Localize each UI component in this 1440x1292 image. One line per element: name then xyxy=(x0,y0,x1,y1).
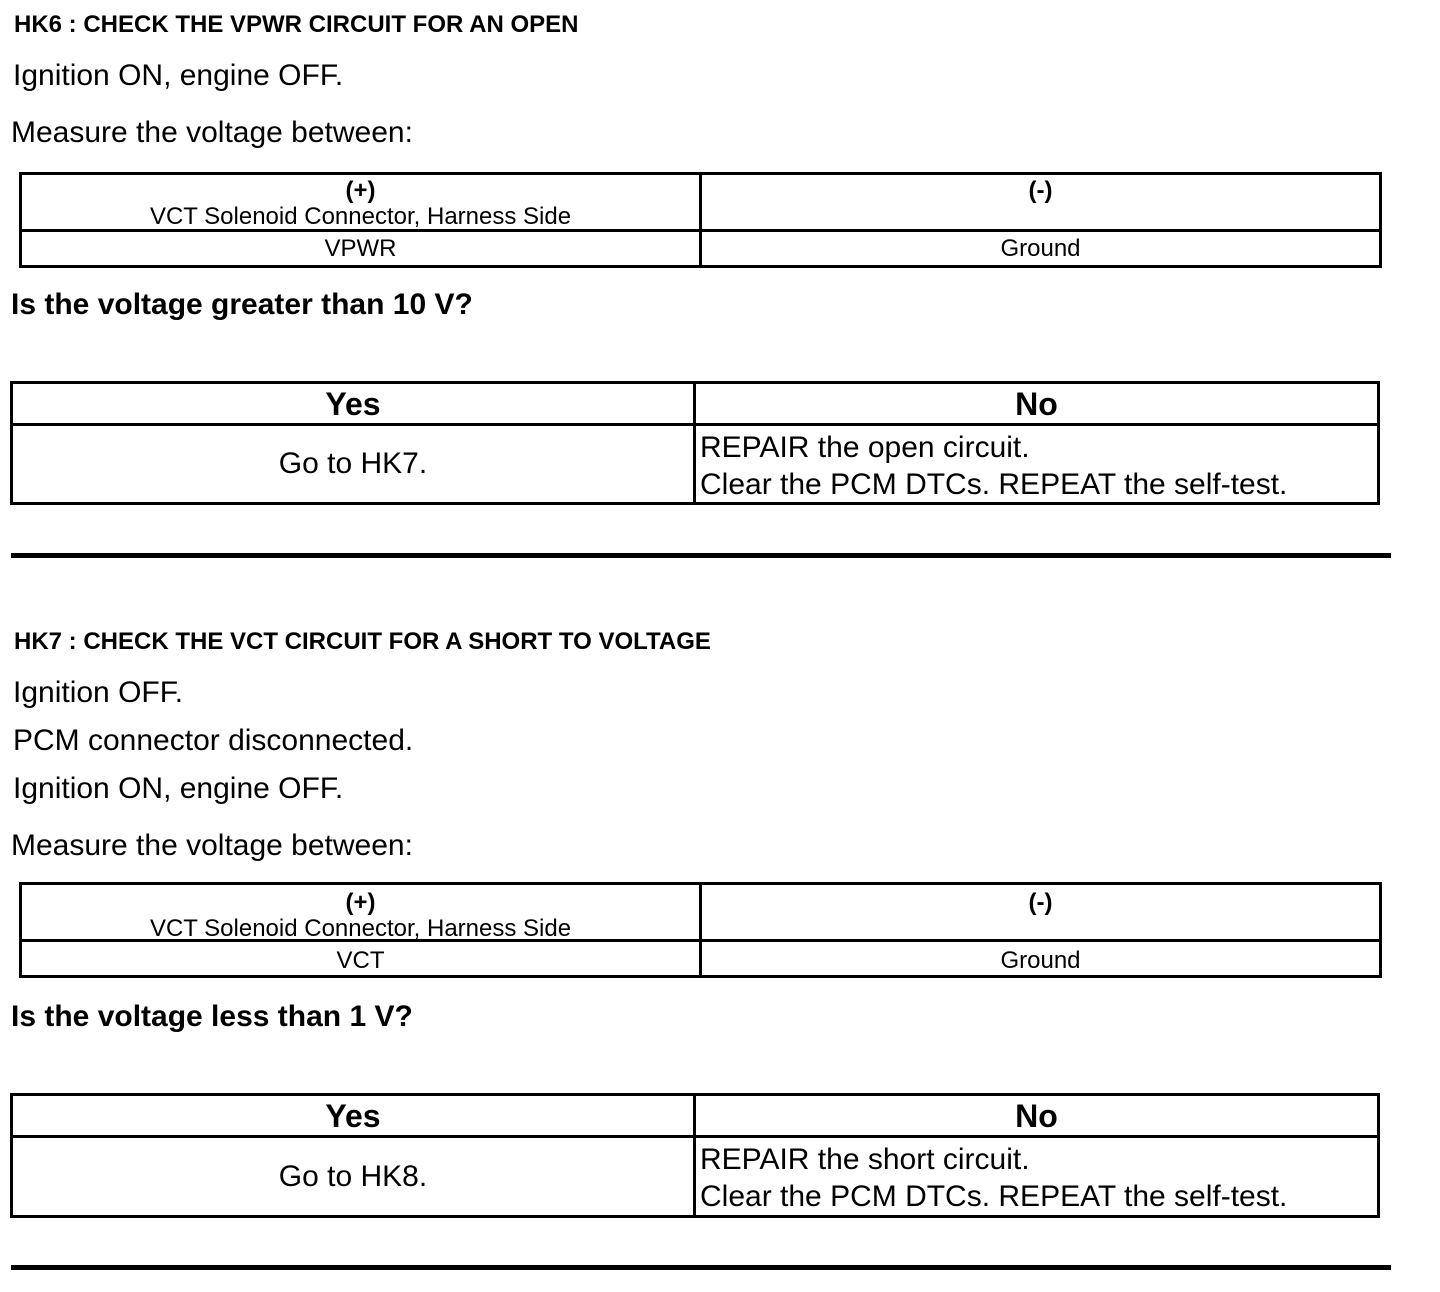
no-header: No xyxy=(1015,1098,1058,1134)
yes-action xyxy=(13,426,693,502)
result-table xyxy=(10,1093,1380,1218)
minus-symbol: (-) xyxy=(1028,177,1053,204)
minus-value: Ground xyxy=(1000,947,1081,974)
yes-action xyxy=(13,1138,693,1215)
section-divider xyxy=(11,1265,1391,1270)
minus-symbol: (-) xyxy=(1028,889,1053,916)
minus-value: Ground xyxy=(1000,235,1081,262)
measurement-table xyxy=(19,172,1382,268)
yes-header: Yes xyxy=(325,1098,381,1134)
no-action-line: REPAIR the short circuit. xyxy=(700,1143,1030,1176)
result-table xyxy=(10,381,1380,505)
condition-text: Ignition ON, engine OFF. xyxy=(13,59,344,92)
plus-label: VCT Solenoid Connector, Harness Side xyxy=(149,203,572,230)
no-action-line: REPAIR the open circuit. xyxy=(700,431,1030,464)
yes-action-text: Go to HK7. xyxy=(278,447,428,480)
measure-label: Measure the voltage between: xyxy=(11,116,413,149)
no-action xyxy=(700,1141,1377,1215)
plus-symbol: (+) xyxy=(345,889,376,916)
question-text: Is the voltage greater than 10 V? xyxy=(11,288,473,321)
measurement-table xyxy=(19,882,1382,978)
plus-column-header xyxy=(22,178,699,230)
yes-action-text: Go to HK8. xyxy=(278,1159,428,1193)
measure-label: Measure the voltage between: xyxy=(11,829,413,862)
plus-value: VCT xyxy=(336,947,385,974)
plus-symbol: (+) xyxy=(345,177,376,204)
section-divider xyxy=(11,553,1391,558)
step-title-hk6: HK6 : CHECK THE VPWR CIRCUIT FOR AN OPEN xyxy=(14,11,579,38)
yes-header: Yes xyxy=(325,386,381,422)
no-action-line: Clear the PCM DTCs. REPEAT the self-test. xyxy=(700,1180,1288,1213)
condition-text: Ignition OFF. xyxy=(13,676,184,709)
no-action xyxy=(700,429,1377,503)
condition-text: PCM connector disconnected. xyxy=(13,724,414,757)
step-title-hk7: HK7 : CHECK THE VCT CIRCUIT FOR A SHORT TO VOLTAGE xyxy=(14,628,711,655)
plus-label: VCT Solenoid Connector, Harness Side xyxy=(149,915,572,942)
question-text: Is the voltage less than 1 V? xyxy=(11,1000,413,1033)
no-header: No xyxy=(1015,386,1058,422)
plus-column-header xyxy=(22,890,699,942)
no-action-line: Clear the PCM DTCs. REPEAT the self-test. xyxy=(700,468,1288,501)
condition-text: Ignition ON, engine OFF. xyxy=(13,772,344,805)
plus-value: VPWR xyxy=(324,235,397,262)
